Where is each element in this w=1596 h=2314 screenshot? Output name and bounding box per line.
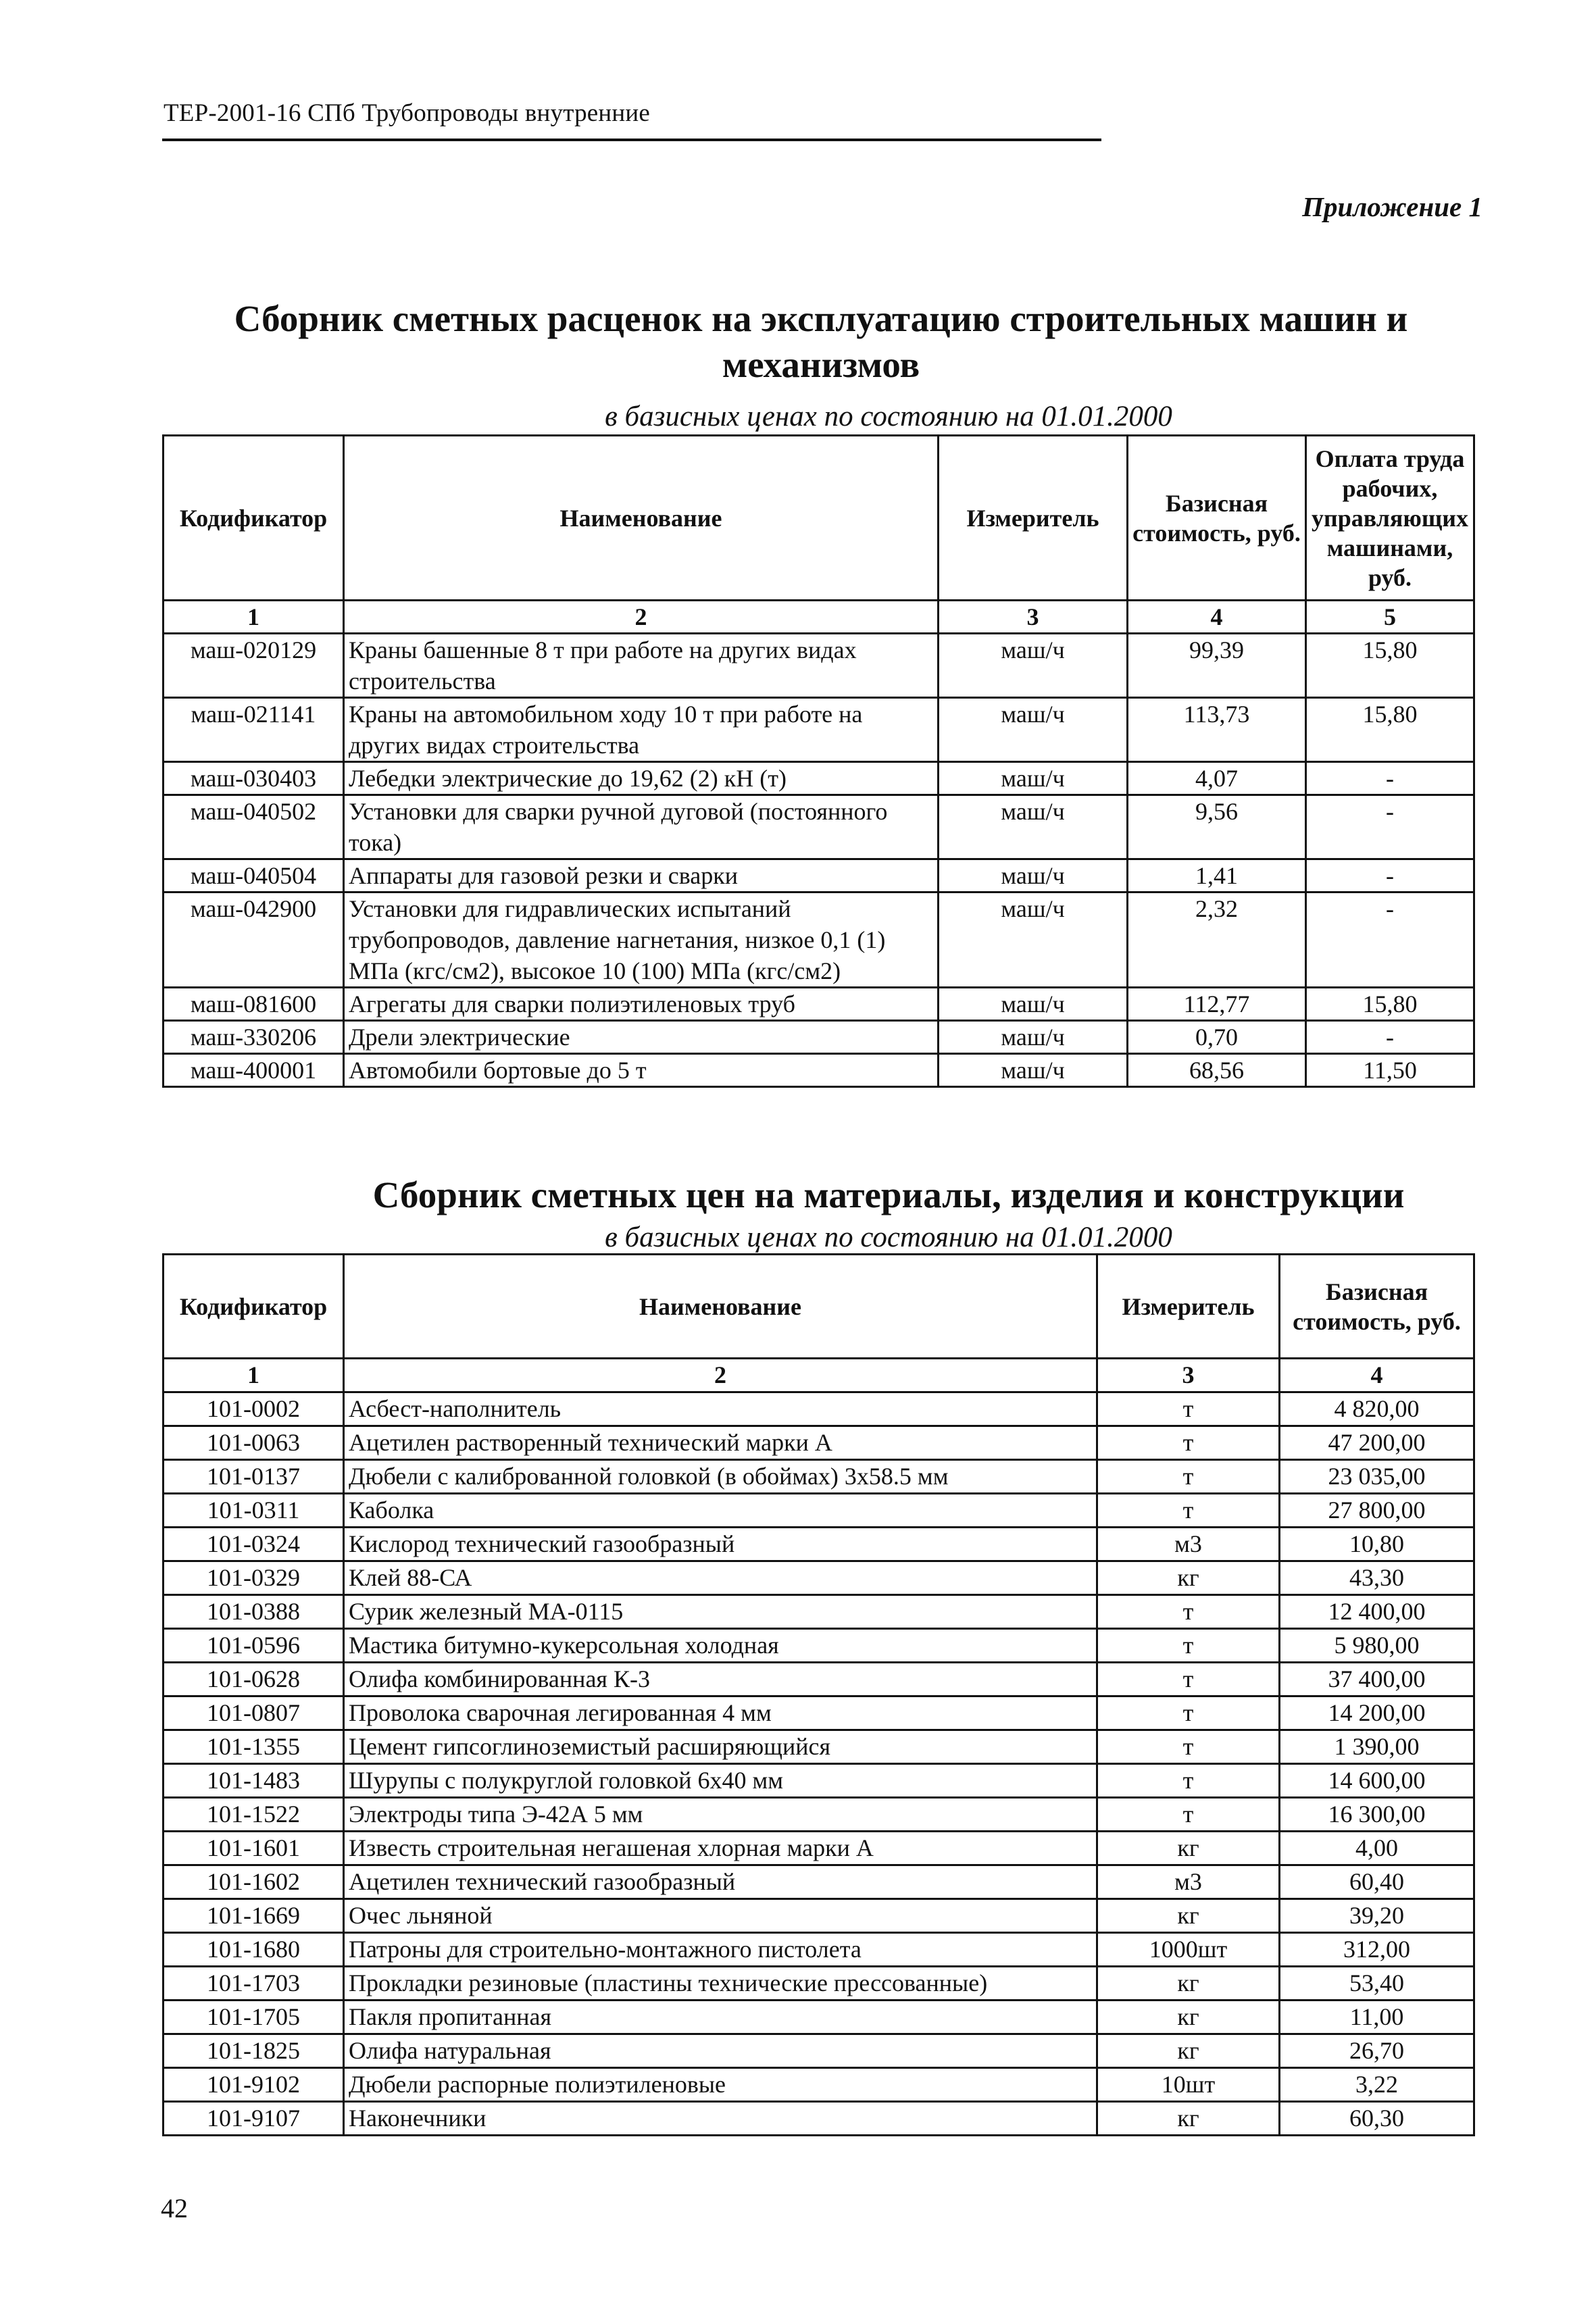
cell-cost: 9,56	[1128, 795, 1306, 859]
cell-name: Известь строительная негашеная хлорная марки А	[344, 1832, 1097, 1865]
col-number: 4	[1128, 601, 1306, 634]
table-row	[164, 1494, 1474, 1528]
cell-cost: 4 820,00	[1280, 1392, 1474, 1426]
cell-labor: -	[1306, 795, 1474, 859]
table-row	[164, 1967, 1474, 2001]
table-row	[164, 2102, 1474, 2136]
cell-unit: маш/ч	[939, 988, 1128, 1021]
section1-subtitle: в базисных ценах по состоянию на 01.01.2000	[605, 401, 1172, 432]
table-row	[164, 859, 1474, 892]
cell-unit: т	[1097, 1798, 1280, 1832]
cell-unit: м3	[1097, 1528, 1280, 1561]
cell-cost: 53,40	[1280, 1967, 1474, 2001]
cell-code: 101-1601	[164, 1832, 344, 1865]
cell-name: Наконечники	[344, 2102, 1097, 2136]
table-row	[164, 1663, 1474, 1696]
cell-unit: т	[1097, 1494, 1280, 1528]
col-number: 5	[1306, 601, 1474, 634]
table-row	[164, 1460, 1474, 1494]
cell-code: маш-040502	[164, 795, 344, 859]
table-row	[164, 762, 1474, 795]
cell-unit: т	[1097, 1764, 1280, 1798]
cell-labor: 15,80	[1306, 698, 1474, 762]
table-row	[164, 1629, 1474, 1663]
cell-code: 101-9102	[164, 2068, 344, 2102]
table-row	[164, 1764, 1474, 1798]
cell-cost: 43,30	[1280, 1561, 1474, 1595]
cell-unit: кг	[1097, 1832, 1280, 1865]
table-row	[164, 1933, 1474, 1967]
cell-unit: маш/ч	[939, 795, 1128, 859]
cell-cost: 4,00	[1280, 1832, 1474, 1865]
cell-name: Установки для гидравлических испытаний трубопроводов, давление нагнетания, низкое 0,1 (1) МПа (кгс/см2), высокое 10 (100) МПа (кгс/см2)	[344, 892, 939, 988]
table-row	[164, 1865, 1474, 1899]
col-header-code: Кодификатор	[164, 436, 344, 601]
cell-code: маш-400001	[164, 1054, 344, 1087]
cell-unit: т	[1097, 1663, 1280, 1696]
col-header-cost: Базисная стоимость, руб.	[1128, 436, 1306, 601]
section1-title: Сборник сметных расценок на эксплуатацию строительных машин и механизмов	[234, 298, 1408, 385]
cell-labor: -	[1306, 762, 1474, 795]
cell-code: 101-0596	[164, 1629, 344, 1663]
cell-cost: 60,40	[1280, 1865, 1474, 1899]
cell-name: Патроны для строительно-монтажного пистолета	[344, 1933, 1097, 1967]
cell-name: Прокладки резиновые (пластины технические прессованные)	[344, 1967, 1097, 2001]
table-row	[164, 2034, 1474, 2068]
table-header-row	[164, 436, 1474, 601]
col-number: 3	[1097, 1359, 1280, 1392]
cell-code: 101-1703	[164, 1967, 344, 2001]
cell-name: Асбест-наполнитель	[344, 1392, 1097, 1426]
cell-cost: 2,32	[1128, 892, 1306, 988]
cell-cost: 47 200,00	[1280, 1426, 1474, 1460]
table-row	[164, 1832, 1474, 1865]
col-header-name: Наименование	[344, 1255, 1097, 1359]
table-row	[164, 1426, 1474, 1460]
table-row	[164, 2001, 1474, 2034]
cell-unit: м3	[1097, 1865, 1280, 1899]
cell-code: маш-042900	[164, 892, 344, 988]
table-row	[164, 1899, 1474, 1933]
cell-unit: т	[1097, 1460, 1280, 1494]
cell-unit: маш/ч	[939, 859, 1128, 892]
cell-unit: кг	[1097, 2034, 1280, 2068]
cell-unit: кг	[1097, 1899, 1280, 1933]
cell-labor: -	[1306, 892, 1474, 988]
cell-code: 101-0137	[164, 1460, 344, 1494]
cell-name: Пакля пропитанная	[344, 2001, 1097, 2034]
col-header-labor: Оплата труда рабочих, управляющих машинами, руб.	[1306, 436, 1474, 601]
cell-code: 101-1483	[164, 1764, 344, 1798]
cell-code: маш-030403	[164, 762, 344, 795]
cell-code: маш-330206	[164, 1021, 344, 1054]
cell-name: Цемент гипсоглиноземистый расширяющийся	[344, 1730, 1097, 1764]
cell-cost: 1 390,00	[1280, 1730, 1474, 1764]
cell-cost: 4,07	[1128, 762, 1306, 795]
cell-name: Очес льняной	[344, 1899, 1097, 1933]
col-number: 2	[344, 601, 939, 634]
cell-name: Дюбели распорные полиэтиленовые	[344, 2068, 1097, 2102]
cell-cost: 60,30	[1280, 2102, 1474, 2136]
cell-name: Дрели электрические	[344, 1021, 939, 1054]
cell-name: Олифа натуральная	[344, 2034, 1097, 2068]
cell-code: маш-040504	[164, 859, 344, 892]
cell-name: Мастика битумно-кукерсольная холодная	[344, 1629, 1097, 1663]
cell-name: Лебедки электрические до 19,62 (2) кН (т)	[344, 762, 939, 795]
table-row	[164, 1021, 1474, 1054]
cell-name: Олифа комбинированная К-3	[344, 1663, 1097, 1696]
cell-name: Шурупы с полукруглой головкой 6х40 мм	[344, 1764, 1097, 1798]
cell-labor: 15,80	[1306, 634, 1474, 698]
cell-code: 101-1825	[164, 2034, 344, 2068]
cell-code: 101-1602	[164, 1865, 344, 1899]
cell-unit: маш/ч	[939, 762, 1128, 795]
cell-cost: 11,00	[1280, 2001, 1474, 2034]
cell-name: Клей 88-СА	[344, 1561, 1097, 1595]
cell-code: 101-0324	[164, 1528, 344, 1561]
cell-code: 101-9107	[164, 2102, 344, 2136]
cell-name: Краны на автомобильном ходу 10 т при работе на других видах строительства	[344, 698, 939, 762]
cell-cost: 68,56	[1128, 1054, 1306, 1087]
cell-cost: 26,70	[1280, 2034, 1474, 2068]
cell-cost: 112,77	[1128, 988, 1306, 1021]
cell-cost: 0,70	[1128, 1021, 1306, 1054]
cell-name: Установки для сварки ручной дуговой (постоянного тока)	[344, 795, 939, 859]
cell-code: 101-0002	[164, 1392, 344, 1426]
cell-code: 101-0628	[164, 1663, 344, 1696]
cell-unit: кг	[1097, 2001, 1280, 2034]
cell-name: Дюбели с калиброванной головкой (в обоймах) 3х58.5 мм	[344, 1460, 1097, 1494]
cell-unit: т	[1097, 1426, 1280, 1460]
cell-cost: 14 200,00	[1280, 1696, 1474, 1730]
cell-unit: маш/ч	[939, 1054, 1128, 1087]
table-row	[164, 1798, 1474, 1832]
cell-code: маш-081600	[164, 988, 344, 1021]
machines-table	[162, 434, 1475, 1088]
cell-code: 101-1355	[164, 1730, 344, 1764]
cell-name: Ацетилен растворенный технический марки А	[344, 1426, 1097, 1460]
cell-name: Агрегаты для сварки полиэтиленовых труб	[344, 988, 939, 1021]
cell-code: 101-0388	[164, 1595, 344, 1629]
header-rule	[162, 139, 1101, 141]
cell-code: маш-021141	[164, 698, 344, 762]
cell-code: 101-0063	[164, 1426, 344, 1460]
col-header-name: Наименование	[344, 436, 939, 601]
col-number: 1	[164, 601, 344, 634]
table-row	[164, 1730, 1474, 1764]
cell-labor: 15,80	[1306, 988, 1474, 1021]
cell-unit: 1000шт	[1097, 1933, 1280, 1967]
cell-cost: 113,73	[1128, 698, 1306, 762]
cell-code: маш-020129	[164, 634, 344, 698]
col-number: 1	[164, 1359, 344, 1392]
cell-name: Ацетилен технический газообразный	[344, 1865, 1097, 1899]
table-row	[164, 892, 1474, 988]
cell-unit: т	[1097, 1696, 1280, 1730]
cell-unit: т	[1097, 1595, 1280, 1629]
col-header-unit: Измеритель	[1097, 1255, 1280, 1359]
cell-name: Каболка	[344, 1494, 1097, 1528]
table-row	[164, 1054, 1474, 1087]
cell-unit: маш/ч	[939, 1021, 1128, 1054]
table-row	[164, 698, 1474, 762]
cell-cost: 14 600,00	[1280, 1764, 1474, 1798]
column-number-row	[164, 1359, 1474, 1392]
cell-code: 101-1680	[164, 1933, 344, 1967]
cell-cost: 312,00	[1280, 1933, 1474, 1967]
cell-code: 101-0329	[164, 1561, 344, 1595]
col-number: 3	[939, 601, 1128, 634]
cell-unit: маш/ч	[939, 892, 1128, 988]
cell-cost: 37 400,00	[1280, 1663, 1474, 1696]
col-header-cost: Базисная стоимость, руб.	[1280, 1255, 1474, 1359]
cell-cost: 10,80	[1280, 1528, 1474, 1561]
cell-unit: 10шт	[1097, 2068, 1280, 2102]
cell-unit: т	[1097, 1629, 1280, 1663]
col-number: 2	[344, 1359, 1097, 1392]
table-row	[164, 1392, 1474, 1426]
cell-cost: 16 300,00	[1280, 1798, 1474, 1832]
cell-cost: 23 035,00	[1280, 1460, 1474, 1494]
cell-code: 101-1705	[164, 2001, 344, 2034]
appendix-label: Приложение 1	[1302, 191, 1482, 222]
cell-name: Кислород технический газообразный	[344, 1528, 1097, 1561]
cell-name: Проволока сварочная легированная 4 мм	[344, 1696, 1097, 1730]
table-row	[164, 1696, 1474, 1730]
cell-labor: 11,50	[1306, 1054, 1474, 1087]
materials-table	[162, 1253, 1475, 2136]
cell-unit: кг	[1097, 2102, 1280, 2136]
cell-cost: 99,39	[1128, 634, 1306, 698]
cell-code: 101-1522	[164, 1798, 344, 1832]
section2-title: Сборник сметных цен на материалы, изделия и конструкции	[372, 1174, 1405, 1215]
cell-cost: 39,20	[1280, 1899, 1474, 1933]
cell-unit: кг	[1097, 1561, 1280, 1595]
cell-labor: -	[1306, 859, 1474, 892]
table-row	[164, 1528, 1474, 1561]
cell-unit: маш/ч	[939, 698, 1128, 762]
table-row	[164, 634, 1474, 698]
table-row	[164, 1561, 1474, 1595]
col-header-code: Кодификатор	[164, 1255, 344, 1359]
cell-cost: 5 980,00	[1280, 1629, 1474, 1663]
col-number: 4	[1280, 1359, 1474, 1392]
cell-name: Аппараты для газовой резки и сварки	[344, 859, 939, 892]
cell-name: Автомобили бортовые до 5 т	[344, 1054, 939, 1087]
cell-name: Сурик железный МА-0115	[344, 1595, 1097, 1629]
table-row	[164, 988, 1474, 1021]
cell-cost: 27 800,00	[1280, 1494, 1474, 1528]
column-number-row	[164, 601, 1474, 634]
cell-cost: 12 400,00	[1280, 1595, 1474, 1629]
table-header-row	[164, 1255, 1474, 1359]
cell-name: Электроды типа Э-42А 5 мм	[344, 1798, 1097, 1832]
cell-unit: кг	[1097, 1967, 1280, 2001]
table-row	[164, 2068, 1474, 2102]
cell-code: 101-0311	[164, 1494, 344, 1528]
cell-code: 101-1669	[164, 1899, 344, 1933]
cell-code: 101-0807	[164, 1696, 344, 1730]
table-row	[164, 1595, 1474, 1629]
cell-name: Краны башенные 8 т при работе на других видах строительства	[344, 634, 939, 698]
cell-unit: т	[1097, 1730, 1280, 1764]
cell-cost: 1,41	[1128, 859, 1306, 892]
cell-cost: 3,22	[1280, 2068, 1474, 2102]
table-row	[164, 795, 1474, 859]
section2-subtitle: в базисных ценах по состоянию на 01.01.2000	[605, 1222, 1172, 1253]
page-number: 42	[161, 2193, 188, 2223]
col-header-unit: Измеритель	[939, 436, 1128, 601]
running-header: ТЕР-2001-16 СПб Трубопроводы внутренние	[164, 99, 651, 127]
cell-labor: -	[1306, 1021, 1474, 1054]
cell-unit: т	[1097, 1392, 1280, 1426]
cell-unit: маш/ч	[939, 634, 1128, 698]
